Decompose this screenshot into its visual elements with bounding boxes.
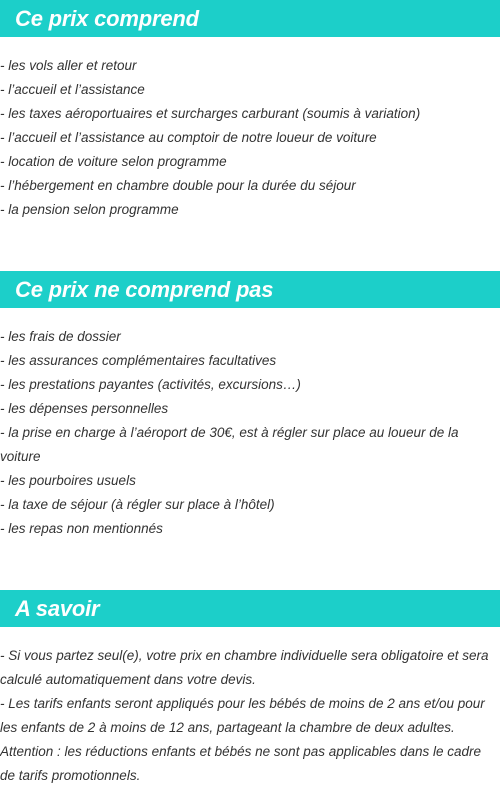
list-item: - l’hébergement en chambre double pour la durée du séjour (0, 178, 356, 193)
list-item: - les prestations payantes (activités, excursions…) (0, 377, 301, 392)
section-title-good-to-know: A savoir (15, 595, 100, 621)
section-good-to-know (0, 590, 500, 788)
list-item: - la pension selon programme (0, 202, 179, 217)
section-included (0, 0, 500, 222)
section-title-not-included: Ce prix ne comprend pas (15, 276, 274, 302)
not-included-list (0, 325, 500, 541)
list-item: - la prise en charge à l’aéroport de 30€, est à régler sur place au loueur de la voiture (0, 425, 459, 464)
list-item: - les vols aller et retour (0, 58, 137, 73)
included-list (0, 54, 500, 222)
info-paragraph: - Les tarifs enfants seront appliqués pour les bébés de moins de 2 ans et/ou pour les enfants de 2 à moins de 12 ans, partageant la chambre de deux adultes. (0, 696, 485, 735)
section-not-included (0, 271, 500, 541)
list-item: - la taxe de séjour (à régler sur place à l’hôtel) (0, 497, 275, 512)
info-paragraph: - Si vous partez seul(e), votre prix en chambre individuelle sera obligatoire et sera calculé automatiquement dans votre devis. (0, 648, 489, 687)
list-item: - location de voiture selon programme (0, 154, 227, 169)
section-header-good-to-know (0, 590, 500, 627)
list-item: - les assurances complémentaires facultatives (0, 353, 277, 368)
list-item: - les frais de dossier (0, 329, 121, 344)
list-item: - les taxes aéroportuaires et surcharges carburant (soumis à variation) (0, 106, 421, 121)
list-item: - les dépenses personnelles (0, 401, 169, 416)
list-item: - l’accueil et l’assistance au comptoir de notre loueur de voiture (0, 130, 377, 145)
section-header-not-included (0, 271, 500, 308)
list-item: - l’accueil et l’assistance (0, 82, 145, 97)
info-paragraphs (0, 644, 500, 788)
section-title-included: Ce prix comprend (15, 5, 199, 31)
list-item: - les repas non mentionnés (0, 521, 163, 536)
section-header-included (0, 0, 500, 37)
info-paragraph: Attention : les réductions enfants et bébés ne sont pas applicables dans le cadre de tarifs promotionnels. (0, 744, 482, 783)
list-item: - les pourboires usuels (0, 473, 136, 488)
